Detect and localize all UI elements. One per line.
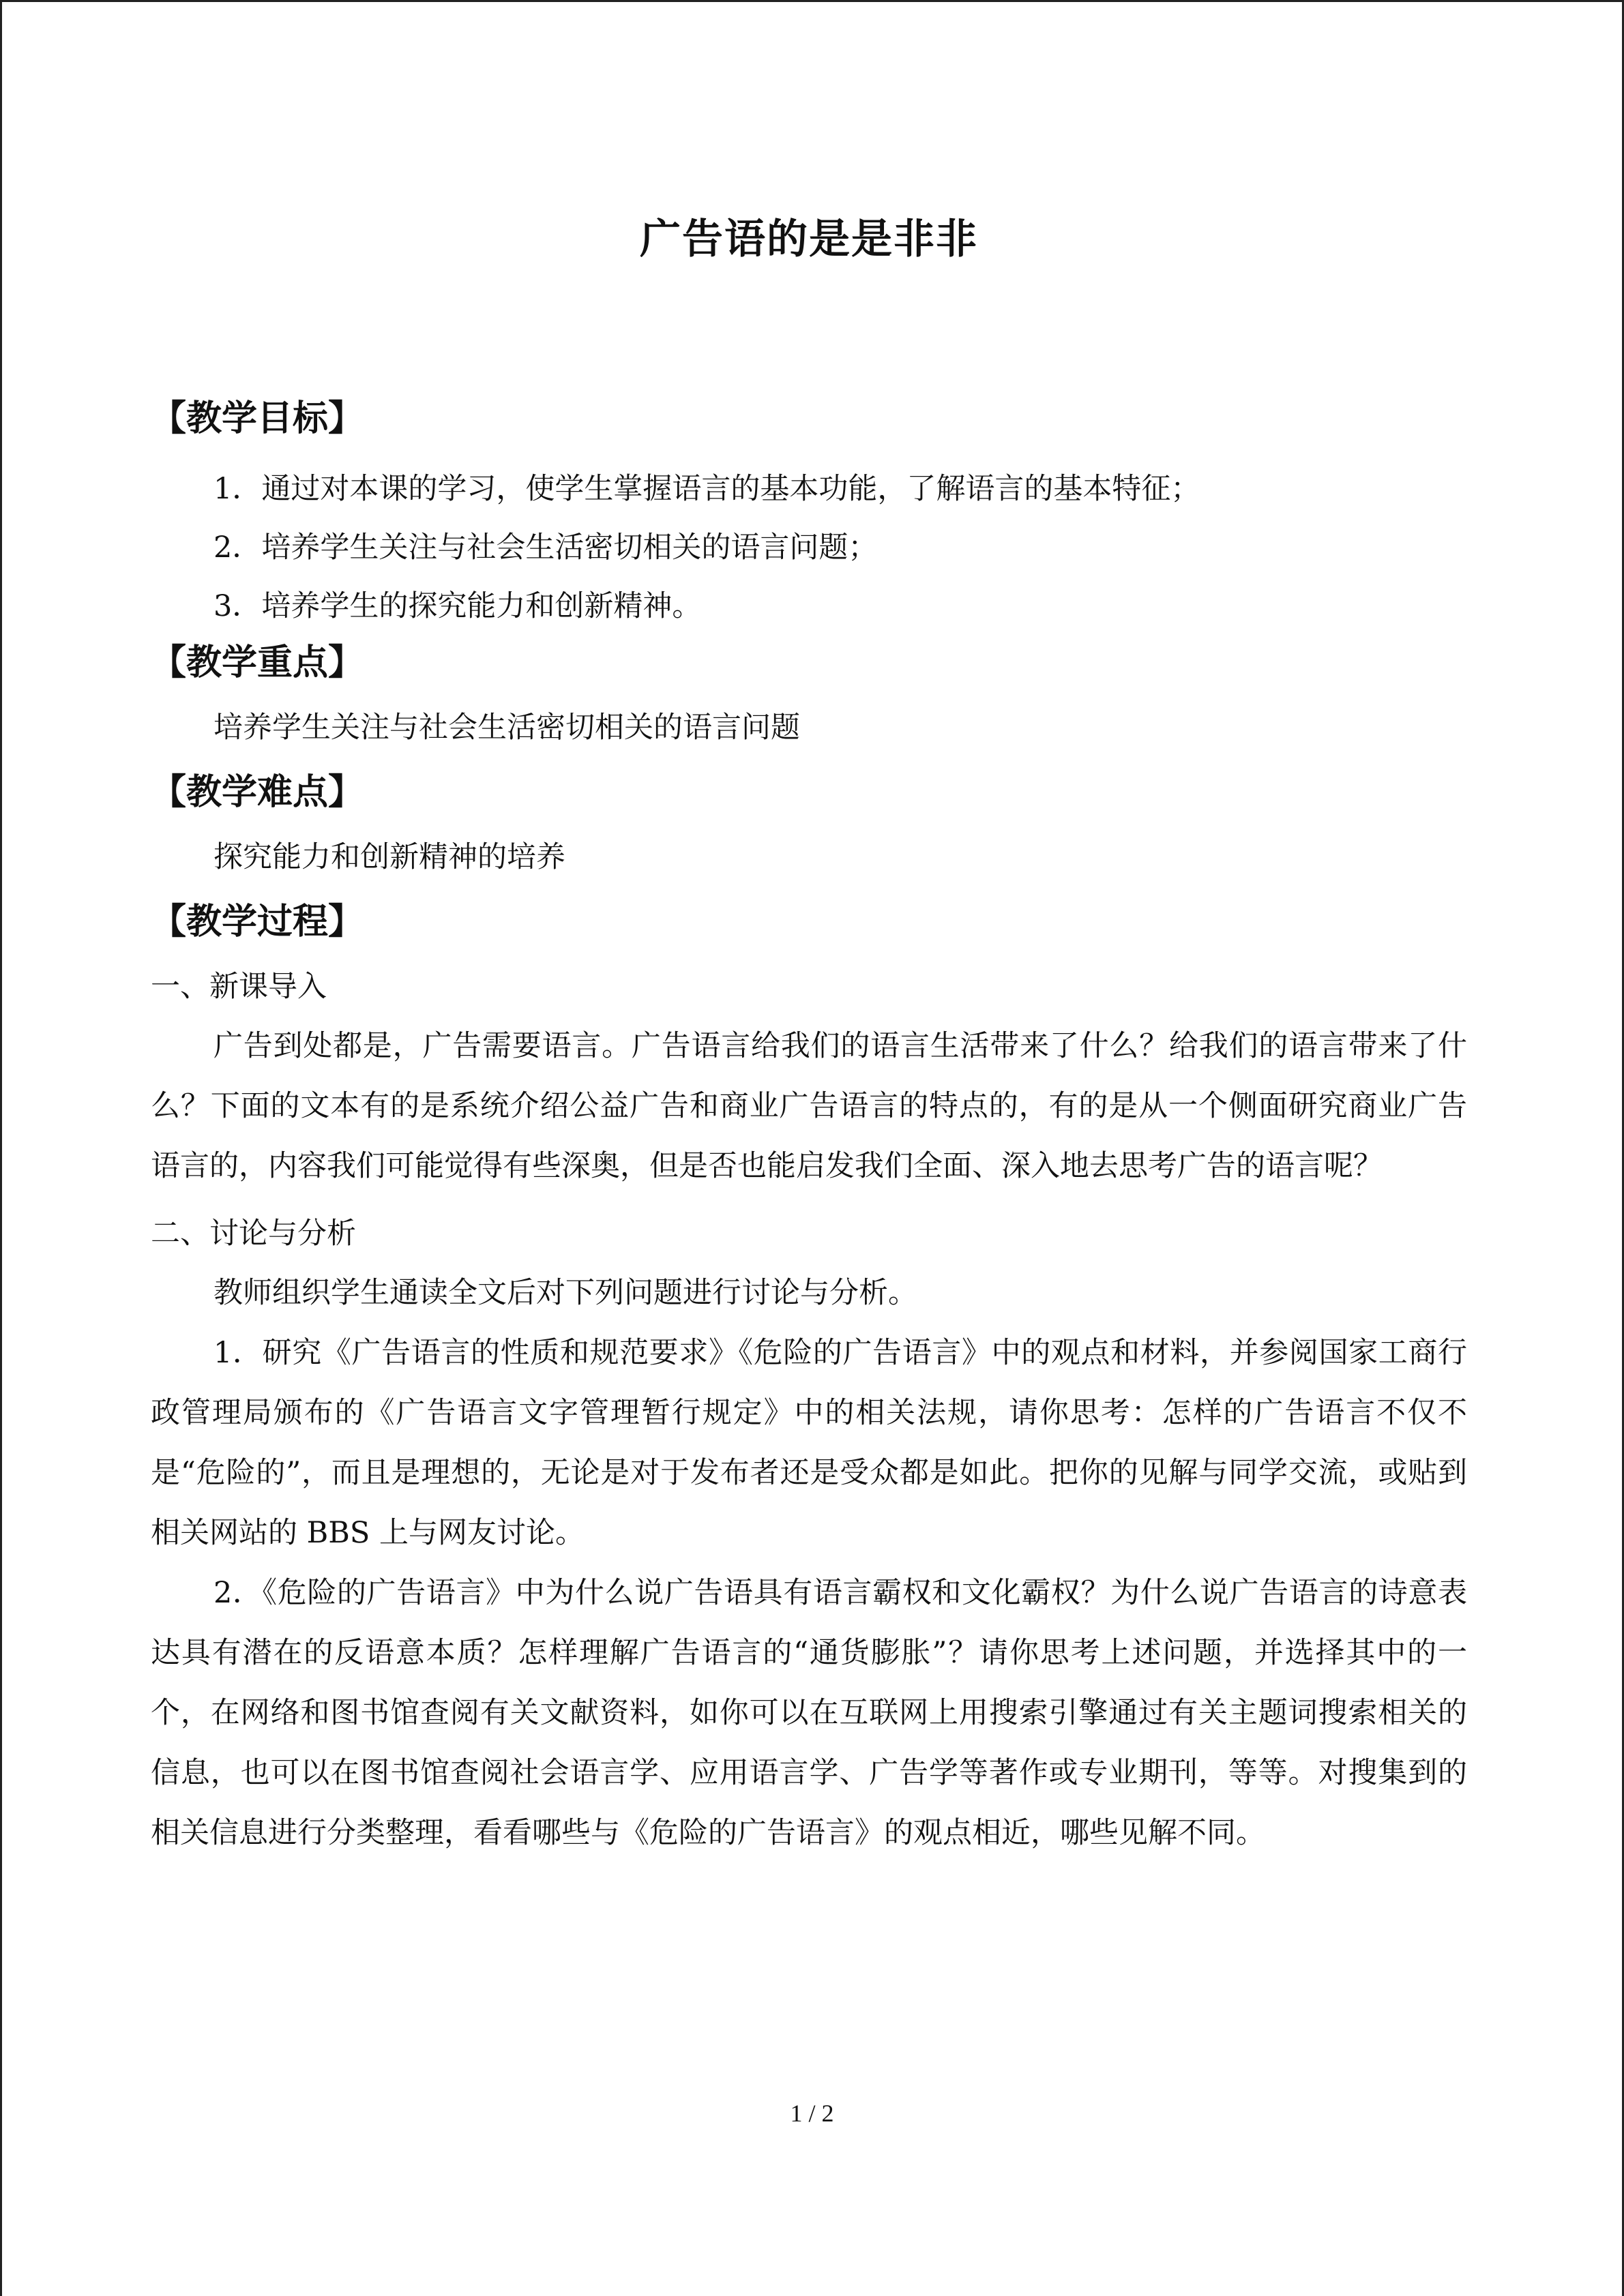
objective-item: 1．通过对本课的学习，使学生掌握语言的基本功能，了解语言的基本特征； — [213, 472, 1200, 506]
key-points-text: 培养学生关注与社会生活密切相关的语言问题 — [213, 711, 800, 745]
objective-item: 2．培养学生关注与社会生活密切相关的语言问题； — [213, 531, 878, 565]
discussion-subheading: 二、讨论与分析 — [151, 1217, 356, 1251]
key-points-section — [151, 636, 1467, 757]
document-body — [151, 207, 1467, 1863]
page-title: 广告语的是是非非 — [640, 215, 978, 263]
discussion-intro: 教师组织学生通读全文后对下列问题进行讨论与分析。 — [213, 1276, 917, 1310]
process-section — [151, 895, 1467, 1863]
process-heading: 【教学过程】 — [151, 901, 364, 942]
discussion-item-2: 2．《危险的广告语言》中为什么说广告语具有语言霸权和文化霸权？为什么说广告语言的诗意表达具有潜在的反语意本质？怎样理解广告语言的“通货膨胀”？请你思考上述问题，并选择其中的一个，在网络和图书馆查阅有关文献资料，如你可以在互联网上用搜索引擎通过有关主题词搜索相关的信息，也可以在图书馆查阅社会语言学、应用语言学、广告学等著作或专业期刊，等等。对搜集到的相关信息进行分类整理，看看哪些与《危险的广告语言》的观点相近，哪些见解不同。 — [151, 1576, 1467, 1850]
difficulties-heading: 【教学难点】 — [151, 772, 364, 813]
intro-subheading: 一、新课导入 — [151, 970, 327, 1004]
discussion-item-1: 1．研究《广告语言的性质和规范要求》《危险的广告语言》中的观点和材料，并参阅国家工商行政管理局颁布的《广告语言文字管理暂行规定》中的相关法规，请你思考：怎样的广告语言不仅不是“危险的”，而且是理想的，无论是对于发布者还是受众都是如此。把你的见解与同学交流，或贴到相关网站的 BBS 上与网友讨论。 — [151, 1336, 1467, 1550]
difficulties-text: 探究能力和创新精神的培养 — [213, 840, 565, 874]
objectives-heading: 【教学目标】 — [151, 398, 364, 439]
intro-paragraph: 广告到处都是，广告需要语言。广告语言给我们的语言生活带来了什么？给我们的语言带来了什么？下面的文本有的是系统介绍公益广告和商业广告语言的特点的，有的是从一个侧面研究商业广告语言的，内容我们可能觉得有些深奥，但是否也能启发我们全面、深入地去思考广告的语言呢？ — [151, 1029, 1467, 1183]
page-number: 1 / 2 — [790, 2100, 834, 2127]
key-points-heading: 【教学重点】 — [151, 642, 364, 683]
objective-item: 3．培养学生的探究能力和创新精神。 — [213, 589, 702, 623]
objectives-section — [151, 391, 1467, 636]
difficulties-section — [151, 765, 1467, 886]
